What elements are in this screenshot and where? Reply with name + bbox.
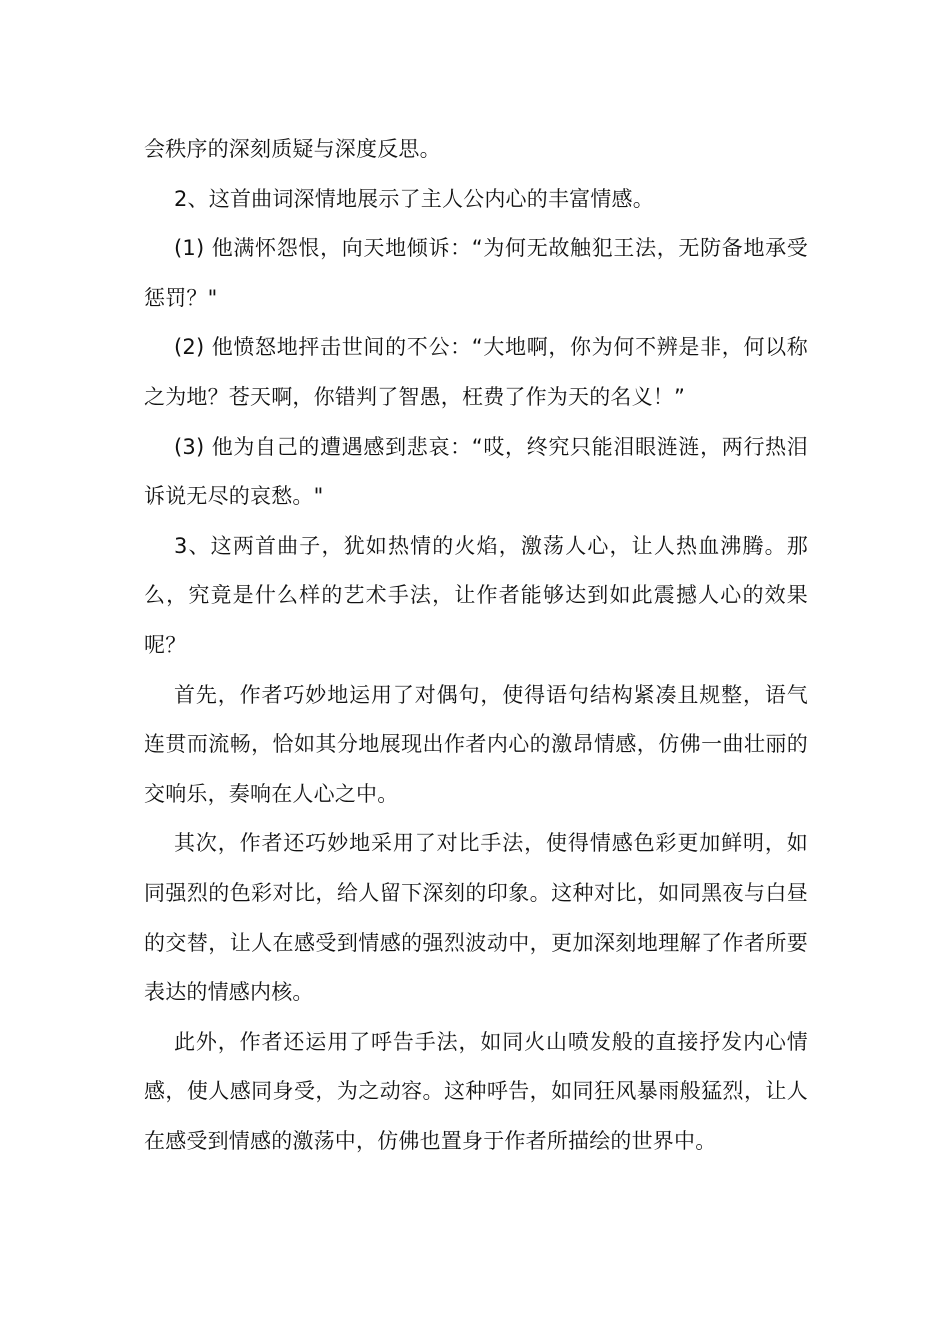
paragraph-first: 首先，作者巧妙地运用了对偶句，使得语句结构紧凑且规整，语气连贯而流畅，恰如其分地展现出作者内心的激昂情感，仿佛一曲壮丽的交响乐，奏响在人心之中。 bbox=[144, 682, 808, 806]
paragraph-subpoint-1: (1) 他满怀怨恨，向天地倾诉：“为何无故触犯王法，无防备地承受惩罚？" bbox=[144, 236, 808, 310]
paragraph-subpoint-2: (2) 他愤怒地抨击世间的不公：“大地啊，你为何不辨是非，何以称之为地？苍天啊，你错判了智愚，枉费了作为天的名义！” bbox=[144, 335, 808, 409]
paragraph-second: 其次，作者还巧妙地采用了对比手法，使得情感色彩更加鲜明，如同强烈的色彩对比，给人留下深刻的印象。这种对比，如同黑夜与白昼的交替，让人在感受到情感的强烈波动中，更加深刻地理解了作者所要表达的情感内核。 bbox=[144, 831, 808, 1005]
paragraph-point-3: 3、这两首曲子，犹如热情的火焰，激荡人心，让人热血沸腾。那么，究竟是什么样的艺术手法，让作者能够达到如此震撼人心的效果呢？ bbox=[144, 533, 808, 657]
paragraph-continuation: 会秩序的深刻质疑与深度反思。 bbox=[144, 137, 441, 161]
paragraph-point-2: 2、这首曲词深情地展示了主人公内心的丰富情感。 bbox=[174, 186, 654, 211]
paragraph-subpoint-3: (3) 他为自己的遭遇感到悲哀：“哎，终究只能泪眼涟涟，两行热泪诉说无尽的哀愁。" bbox=[144, 434, 808, 509]
paragraph-additionally: 此外，作者还运用了呼告手法，如同火山喷发般的直接抒发内心情感，使人感同身受，为之动容。这种呼告，如同狂风暴雨般猛烈，让人在感受到情感的激荡中，仿佛也置身于作者所描绘的世界中。 bbox=[144, 1029, 808, 1153]
body-text bbox=[144, 125, 808, 1166]
